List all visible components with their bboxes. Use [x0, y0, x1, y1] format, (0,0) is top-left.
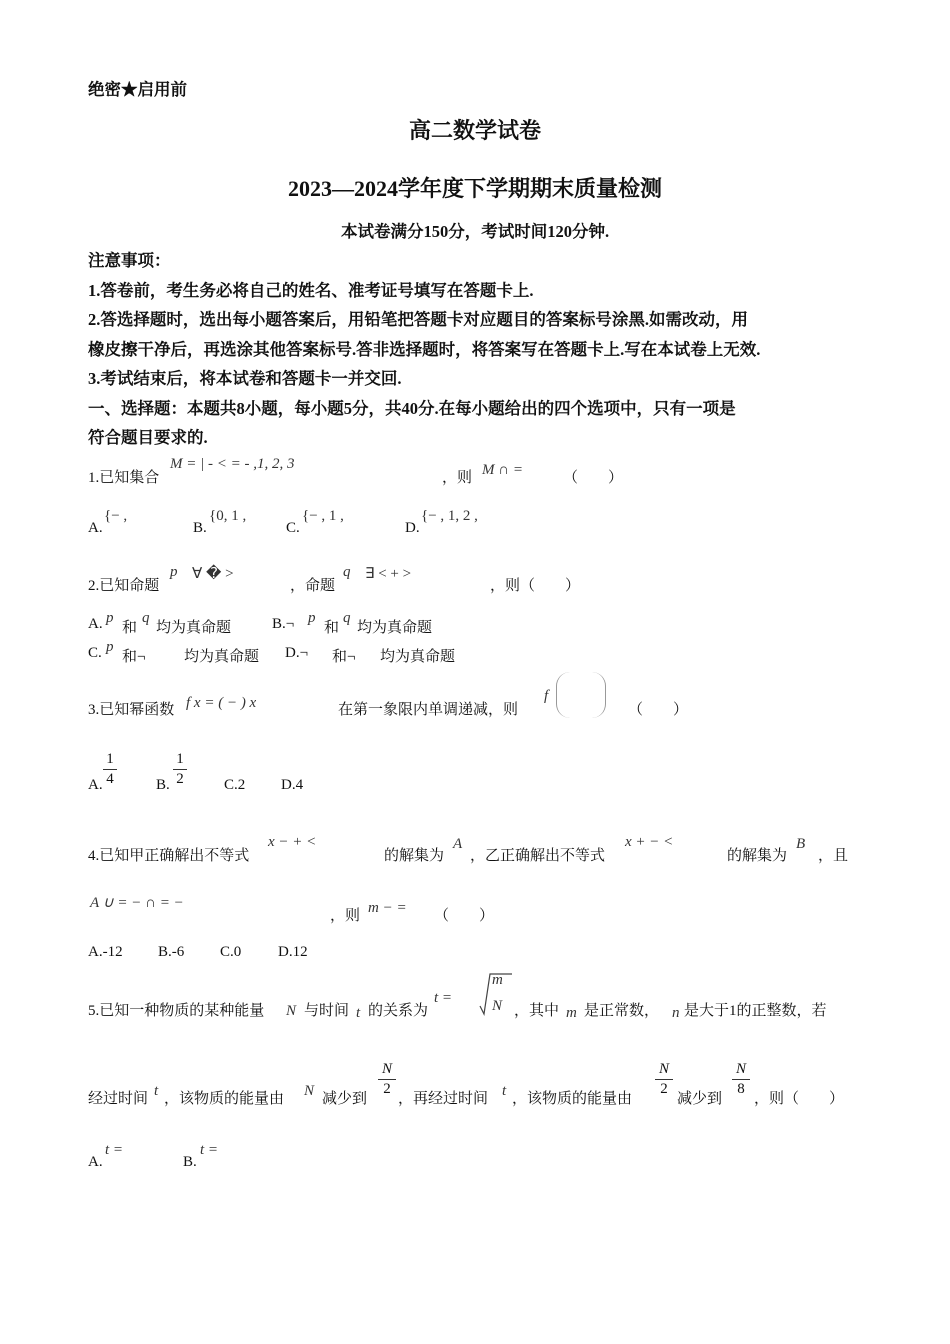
q3-answer-paren: （ ）: [628, 702, 689, 718]
q2-then: ，则（ ）: [490, 578, 581, 594]
q4-set-a: A: [453, 836, 463, 852]
paper-subtitle: 2023—2024学年度下学期期末质量检测: [287, 176, 662, 201]
q5-m-desc: 是正常数，: [584, 1003, 660, 1019]
q4-set-a-text: 的解集为: [384, 848, 445, 864]
q4-option-b: B.-6: [158, 944, 185, 960]
q5-option-b-label: B.: [183, 1154, 197, 1170]
q1-option-c-label: C.: [286, 520, 300, 536]
q4-end: ，且: [818, 848, 849, 864]
q5-n-energy: N: [286, 1003, 297, 1019]
q5-line2-d: ，再经过时间: [398, 1091, 489, 1107]
q2-option-b-label: B.¬: [272, 616, 295, 632]
q5-t2: t: [502, 1083, 507, 1099]
q5-m: m: [566, 1005, 577, 1021]
q5-sqrt-top: m: [492, 972, 503, 988]
q2-option-a-p: p: [106, 610, 114, 626]
q3-option-b-den: 2: [176, 771, 184, 787]
q2-option-c-label: C.: [88, 645, 102, 661]
q1-option-b: {0, 1 ,: [209, 508, 247, 524]
q4-union-intersection: A ∪ = − ∩ = −: [90, 895, 184, 911]
frac-bar: [103, 769, 117, 770]
q2-mid: ，命题: [290, 578, 336, 594]
q4-stem: 4.已知甲正确解出不等式: [88, 848, 250, 864]
q3-option-a-label: A.: [88, 777, 103, 793]
note-1: 1.答卷前，考生务必将自己的姓名、准考证号填写在答题卡上.: [88, 281, 534, 300]
q2-stem: 2.已知命题: [88, 578, 160, 594]
frac-bar: [655, 1079, 673, 1080]
q3-option-a-num: 1: [106, 751, 114, 767]
q2-option-b-p: p: [308, 610, 316, 626]
note-3: 3.考试结束后，将本试卷和答题卡一并交回.: [88, 369, 402, 388]
q4-option-c: C.0: [220, 944, 242, 960]
q2-option-b-end: 均为真命题: [357, 620, 433, 636]
note-2b: 橡皮擦干净后，再选涂其他答案标号.答非选择题时，将答案写在答题卡上.写在本试卷上无效.: [88, 340, 761, 359]
section1-line2: 符合题目要求的.: [88, 428, 208, 447]
q1-stem: 1.已知集合: [88, 470, 160, 486]
q4-inequality-1: x − + <: [268, 834, 317, 850]
q1-then: ，则: [442, 470, 473, 486]
q5-n: n: [672, 1005, 680, 1021]
q4-then: ，则: [330, 908, 361, 924]
paper-info: 本试卷满分150分，考试时间120分钟.: [340, 222, 610, 241]
q5-rel: 的关系为: [368, 1003, 429, 1019]
frac-bar: [378, 1079, 396, 1080]
q5-frac-1-den: 2: [383, 1081, 391, 1097]
q5-line2-f: 减少到: [677, 1091, 723, 1107]
q2-p-math: ∀ � >: [192, 566, 234, 582]
q3-power-function: f x = ( − ) x: [186, 695, 257, 711]
q5-where: ，其中: [514, 1003, 560, 1019]
notes-heading: 注意事项：: [88, 251, 171, 270]
q2-option-d-and: 和¬: [332, 649, 356, 665]
q5-t-rel: 与时间: [304, 1003, 350, 1019]
q4-m-expr: m − =: [368, 900, 407, 916]
q2-option-d-end: 均为真命题: [380, 649, 456, 665]
q2-option-c-p: p: [106, 639, 114, 655]
q5-frac-2-num: N: [658, 1061, 669, 1077]
q5-option-a-label: A.: [88, 1154, 103, 1170]
q4-answer-paren: （ ）: [434, 908, 495, 924]
q5-frac-1-num: N: [381, 1061, 392, 1077]
q2-option-a-and: 和: [122, 620, 138, 636]
q1-option-c: {− , 1 ,: [302, 508, 344, 524]
paper-title: 高二数学试卷: [408, 118, 541, 143]
q4-set-b-text: 的解集为: [727, 848, 788, 864]
q5-frac-2-den: 2: [660, 1081, 668, 1097]
q2-option-a-q: q: [142, 610, 150, 626]
q5-line2-b: ，该物质的能量由: [164, 1091, 285, 1107]
q1-option-d-label: D.: [405, 520, 420, 536]
q3-option-b-frac: [173, 751, 187, 788]
q2-option-c-end: 均为真命题: [184, 649, 260, 665]
q5-sqrt-expr: [478, 968, 514, 1018]
q5-t-eq: t =: [434, 990, 453, 1006]
q5-option-b: t =: [200, 1142, 219, 1158]
frac-bar: [732, 1079, 750, 1080]
q1-set-m: M = | - < = - ,1, 2, 3: [170, 456, 295, 472]
q5-n2: N: [304, 1083, 315, 1099]
q3-option-d: D.4: [281, 777, 304, 793]
q2-q: q: [343, 564, 351, 580]
q4-set-b: B: [796, 836, 806, 852]
q4-inequality-2: x + − <: [625, 834, 674, 850]
q1-option-b-label: B.: [193, 520, 207, 536]
q3-f: f: [544, 688, 549, 704]
q1-option-a-label: A.: [88, 520, 103, 536]
q5-frac-2: [655, 1061, 673, 1098]
q2-option-a-label: A.: [88, 616, 103, 632]
q2-q-math: ∃ < + >: [365, 566, 412, 582]
q5-t: t: [356, 1005, 361, 1021]
q5-frac-3-num: N: [735, 1061, 746, 1077]
q5-line2-e: ，该物质的能量由: [512, 1091, 633, 1107]
q5-frac-3: [732, 1061, 750, 1098]
q5-stem: 5.已知一种物质的某种能量: [88, 1003, 265, 1019]
section1-line1: 一、选择题：本题共8小题，每小题5分，共40分.在每小题给出的四个选项中，只有一项是: [88, 399, 736, 418]
q2-option-b-q: q: [343, 610, 351, 626]
frac-bar: [173, 769, 187, 770]
q3-option-c: C.2: [224, 777, 246, 793]
q5-option-a: t =: [105, 1142, 124, 1158]
q4-option-a: A.-12: [88, 944, 123, 960]
q5-sqrt-bottom: N: [492, 998, 503, 1014]
q2-p: p: [170, 564, 178, 580]
q2-option-c-and: 和¬: [122, 649, 146, 665]
q5-frac-1: [378, 1061, 396, 1098]
q3-option-b-label: B.: [156, 777, 170, 793]
q3-mid: 在第一象限内单调递减，则: [338, 702, 519, 718]
q5-n-desc: 是大于1的正整数，若: [684, 1003, 827, 1019]
q2-option-d-label: D.¬: [285, 645, 309, 661]
q3-argument-paren: [556, 672, 606, 718]
q4-option-d: D.12: [278, 944, 308, 960]
q3-option-b-num: 1: [176, 751, 184, 767]
q3-option-a-den: 4: [106, 771, 114, 787]
q3-stem: 3.已知幂函数: [88, 702, 175, 718]
q1-answer-paren: （ ）: [563, 470, 624, 486]
q3-option-a-frac: [103, 751, 117, 788]
q5-line2-a: 经过时间: [88, 1091, 149, 1107]
q2-option-b-and: 和: [324, 620, 340, 636]
q1-intersection: M ∩ =: [482, 462, 523, 478]
q1-option-d: {− , 1, 2 ,: [421, 508, 478, 524]
q1-option-a: {− ,: [104, 508, 128, 524]
q5-frac-3-den: 8: [737, 1081, 745, 1097]
secret-label: 绝密★启用前: [88, 80, 187, 99]
q5-line2-g: ，则（ ）: [754, 1091, 845, 1107]
q5-t1: t: [154, 1083, 159, 1099]
q4-mid: ，乙正确解出不等式: [470, 848, 606, 864]
note-2a: 2.答选择题时，选出每小题答案后，用铅笔把答题卡对应题目的答案标号涂黑.如需改动，用: [88, 310, 748, 329]
q5-line2-c: 减少到: [322, 1091, 368, 1107]
q2-option-a-end: 均为真命题: [156, 620, 232, 636]
